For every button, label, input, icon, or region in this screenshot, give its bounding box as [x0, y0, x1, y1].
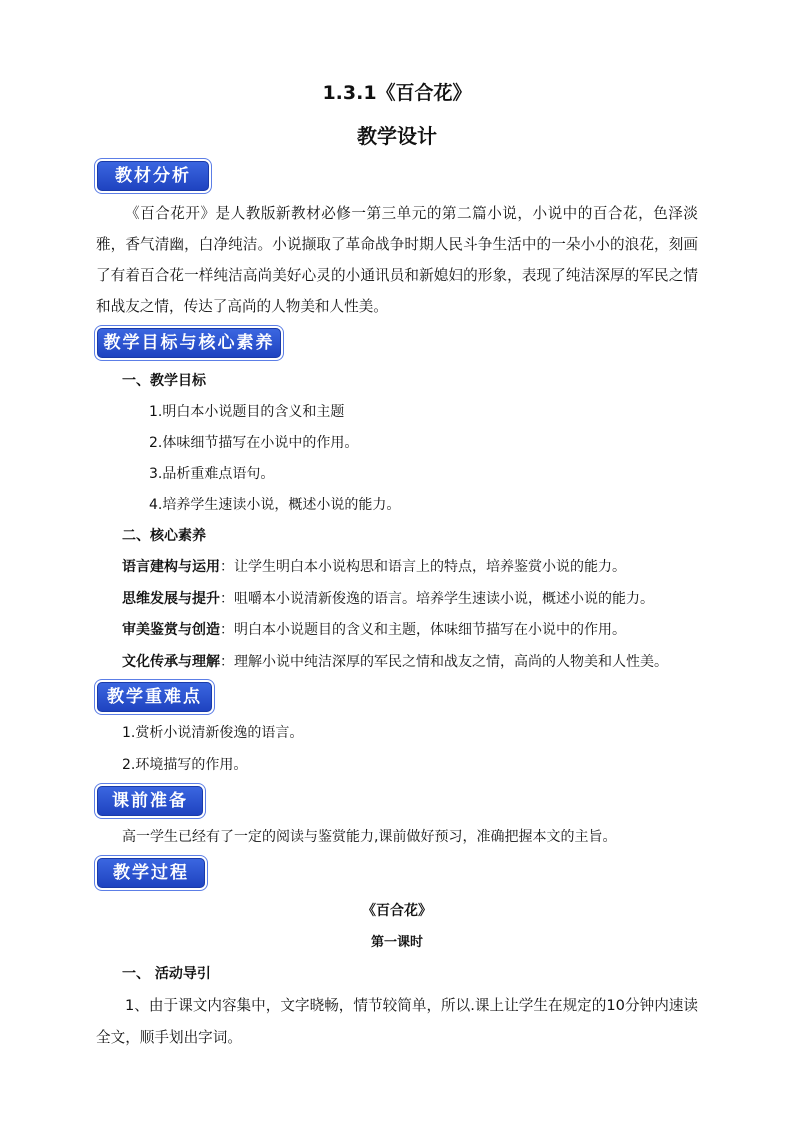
literacy-text: ：明白本小说题目的含义和主题，体味细节描写在小说中的作用。	[220, 622, 626, 638]
literacy-text: ：理解小说中纯洁深厚的军民之情和战友之情，高尚的人物美和人性美。	[220, 654, 668, 670]
process-book-title: 《百合花》	[362, 903, 432, 919]
literacy-item	[122, 556, 626, 576]
difficulty-item: 2.环境描写的作用。	[122, 757, 248, 773]
literacy-item	[122, 651, 668, 671]
section-badge-goals: 教学目标与核心素养	[97, 328, 281, 358]
goal-item: 3.品析重难点语句。	[149, 466, 275, 482]
goal-item: 1.明白本小说题目的含义和主题	[149, 404, 345, 420]
section-badge-prep: 课前准备	[97, 786, 203, 816]
literacy-key: 语言建构与运用	[122, 559, 220, 575]
document-title: 1.3.1《百合花》	[322, 82, 472, 104]
document-subtitle: 教学设计	[357, 124, 437, 148]
literacy-text: ：让学生明白本小说构思和语言上的特点，培养鉴赏小说的能力。	[220, 559, 626, 575]
section-badge-process: 教学过程	[97, 858, 205, 888]
literacy-heading: 二、核心素养	[122, 528, 206, 544]
section-badge-difficulties: 教学重难点	[97, 682, 212, 712]
process-lesson: 第一课时	[370, 935, 423, 950]
prep-text: 高一学生已经有了一定的阅读与鉴赏能力,课前做好预习，准确把握本文的主旨。	[122, 829, 617, 845]
process-step-heading: 一、 活动导引	[122, 966, 211, 982]
section-badge-analysis: 教材分析	[97, 161, 209, 191]
analysis-paragraph: 《百合花开》是人教版新教材必修一第三单元的第二篇小说，小说中的百合花，色泽淡雅，香气清幽，白净纯洁。小说撷取了革命战争时期人民斗争生活中的一朵小小的浪花，刻画了有着百合花一样纯洁高尚美好心灵的小通讯员和新媳妇的形象，表现了纯洁深厚的军民之情和战友之情，传达了高尚的人物美和人性美。	[96, 205, 698, 315]
goal-item: 2.体味细节描写在小说中的作用。	[149, 435, 359, 451]
literacy-key: 思维发展与提升	[122, 591, 220, 607]
literacy-item	[122, 619, 626, 639]
goals-heading: 一、教学目标	[122, 373, 206, 389]
goal-item: 4.培养学生速读小说，概述小说的能力。	[149, 497, 401, 513]
literacy-key: 审美鉴赏与创造	[122, 622, 220, 638]
difficulty-item: 1.赏析小说清新俊逸的语言。	[122, 725, 304, 741]
literacy-item	[122, 588, 654, 608]
literacy-text: ：咀嚼本小说清新俊逸的语言。培养学生速读小说，概述小说的能力。	[220, 591, 654, 607]
literacy-key: 文化传承与理解	[122, 654, 220, 670]
process-paragraph: 1、由于课文内容集中，文字晓畅，情节较简单，所以.课上让学生在规定的10分钟内速读全文，顺手划出字词。	[96, 997, 698, 1046]
